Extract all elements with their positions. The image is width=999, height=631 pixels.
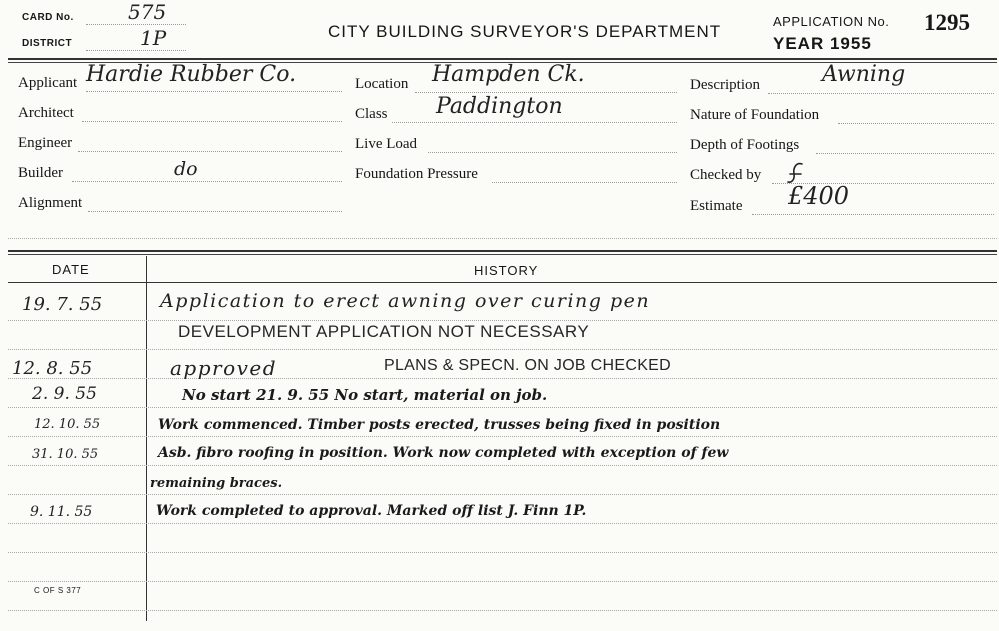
description-line [768,93,994,94]
applicant-label: Applicant [18,75,78,91]
history-entry: Application to erect awning over curing pen [160,290,651,312]
history-date: 9. 11. 55 [30,504,93,520]
applicant-value: Hardie Rubber Co. [86,62,297,87]
row-line [8,465,997,466]
history-stamp-plans: PLANS & SPECN. ON JOB CHECKED [384,357,671,374]
row-line [8,407,997,408]
history-entry: Work commenced. Timber posts erected, trusses being fixed in position [158,417,721,433]
history-entry: approved [170,356,278,380]
nature-of-foundation-line [838,123,994,124]
history-entry: No start 21. 9. 55 No start, material on job. [182,386,548,404]
engineer-line [78,151,342,152]
card-no-value: 575 [128,0,167,24]
class-label: Class [355,106,388,122]
applicant-line [86,91,342,92]
history-date: 2. 9. 55 [32,384,97,404]
alignment-line [88,211,342,212]
row-line [8,378,997,379]
row-line [8,552,997,553]
description-value: Awning [822,62,906,87]
history-entry: Work completed to approval. Marked off list J. Finn 1P. [156,503,587,519]
history-stamp-development: DEVELOPMENT APPLICATION NOT NECESSARY [178,322,590,341]
district-label: DISTRICT [22,38,73,49]
header-rule [8,58,997,60]
estimate-line [752,214,994,215]
foundation-pressure-label: Foundation Pressure [355,166,478,182]
row-line [8,581,997,582]
description-label: Description [690,77,760,93]
alignment-label: Alignment [18,195,83,211]
row-line [8,436,997,437]
history-date: 19. 7. 55 [22,294,103,315]
history-top-rule [8,250,997,252]
history-entry: Asb. fibro roofing in position. Work now completed with exception of few [158,445,729,461]
column-header-rule [8,282,997,283]
class-value: Paddington [436,94,563,119]
location-label: Location [355,76,409,92]
builder-line [72,181,342,182]
history-entry: remaining braces. [150,476,283,491]
district-value: 1P [140,26,167,50]
card-no-label: CARD No. [22,12,74,23]
foundation-pressure-line [492,182,677,183]
architect-label: Architect [18,105,74,121]
estimate-label: Estimate [690,198,743,214]
date-column-divider [146,256,147,621]
card-no-line [86,24,186,25]
estimate-value: £400 [788,182,850,210]
nature-of-foundation-label: Nature of Foundation [690,107,820,123]
history-column-header: HISTORY [474,263,539,278]
builder-label: Builder [18,165,63,181]
live-load-label: Live Load [355,136,418,152]
history-date: 31. 10. 55 [32,447,99,462]
builder-value: do [174,158,198,180]
district-line [86,50,186,51]
depth-of-footings-line [816,153,994,154]
row-line [8,523,997,524]
history-date: 12. 10. 55 [34,417,101,432]
location-line [415,92,677,93]
row-line [8,349,997,350]
architect-line [82,121,342,122]
history-date: 12. 8. 55 [12,358,93,379]
form-code: C OF S 377 [34,586,82,595]
application-no-label: APPLICATION No. [773,14,890,29]
year-label: YEAR 1955 [773,34,872,53]
fields-bottom-dotline [8,238,997,239]
depth-of-footings-label: Depth of Footings [690,137,800,153]
class-line [392,122,677,123]
department-title: CITY BUILDING SURVEYOR'S DEPARTMENT [328,22,722,41]
application-no-value: 1295 [924,10,970,35]
checked-by-label: Checked by [690,167,762,183]
date-column-header: DATE [52,262,90,277]
engineer-label: Engineer [18,135,73,151]
row-line [8,320,997,321]
history-top-rule-2 [8,254,997,255]
row-line [8,610,997,611]
location-value: Hampden Ck. [432,62,585,87]
live-load-line [428,152,677,153]
row-line [8,494,997,495]
